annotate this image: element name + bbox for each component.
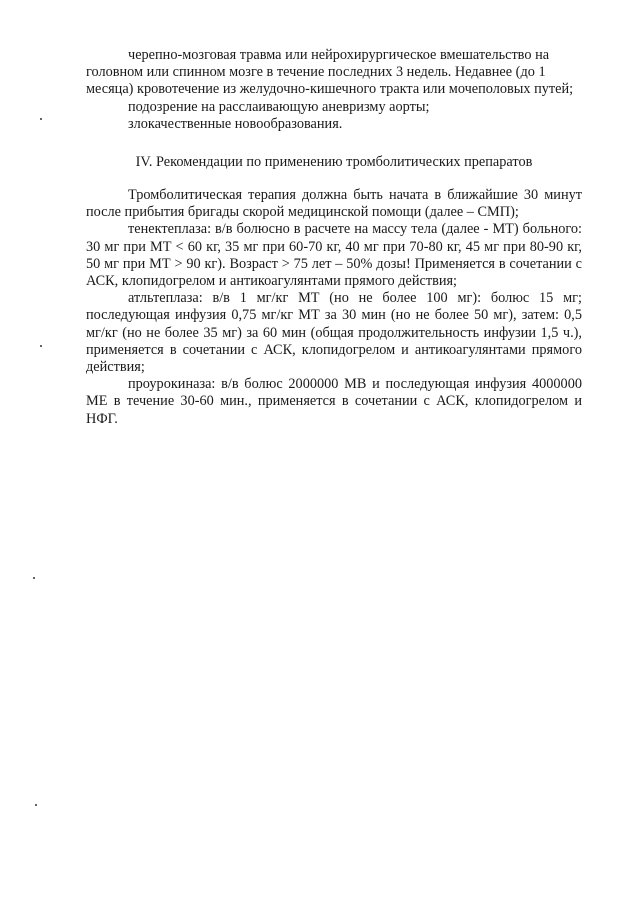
paragraph-alteplase: атльтеплаза: в/в 1 мг/кг МТ (но не более 100 мг): болюс 15 мг; последующая инфузия 0,75 мг/кг МТ за 30 мин (но не более 50 мг), затем: 0,5 мг/кг (но не более 35 мг) за 60 мин (общая продолжительность инфузии 1,5 ч.), применяется в сочетании с АСК, клопидогрелом и антикоагулянтами прямого действия; xyxy=(86,290,582,376)
section-heading: IV. Рекомендации по применению тромболитических препаратов xyxy=(135,154,533,170)
text-line: головном или спинном мозге в течение последних 3 недель. Недавнее (до 1 xyxy=(86,64,546,81)
text-line: месяца) кровотечение из желудочно-кишечного тракта или мочеполовых путей; xyxy=(86,81,574,98)
paragraph-prourokinase: проурокиназа: в/в болюс 2000000 МВ и последующая инфузия 4000000 МЕ в течение 30-60 мин., применяется в сочетании с АСК, клопидогрелом и НФГ. xyxy=(86,376,582,427)
recommendations-body xyxy=(86,187,582,428)
scan-speck xyxy=(40,345,42,347)
scan-speck xyxy=(40,118,42,120)
list-item-malignant: злокачественные новообразования. xyxy=(128,115,343,132)
contraindications-continuation xyxy=(86,47,582,133)
scan-speck xyxy=(33,577,35,579)
text-line: черепно-мозговая травма или нейрохирургическое вмешательство на xyxy=(128,47,550,63)
list-item-aorta: подозрение на расслаивающую аневризму аорты; xyxy=(128,98,430,115)
paragraph-intro: Тромболитическая терапия должна быть начата в ближайшие 30 минут после прибытия бригады скорой медицинской помощи (далее – СМП); xyxy=(86,187,582,221)
scan-speck xyxy=(35,804,37,806)
paragraph-tenecteplase: тенектеплаза: в/в болюсно в расчете на массу тела (далее - МТ) больного: 30 мг при МТ < 60 кг, 35 мг при 60-70 кг, 40 мг при 70-80 кг, 45 мг при 80-90 кг, 50 мг при МТ > 90 кг). Возраст > 75 лет – 50% дозы! Применяется в сочетании с АСК, клопидогрелом и антикоагулянтами прямого действия; xyxy=(86,221,582,290)
